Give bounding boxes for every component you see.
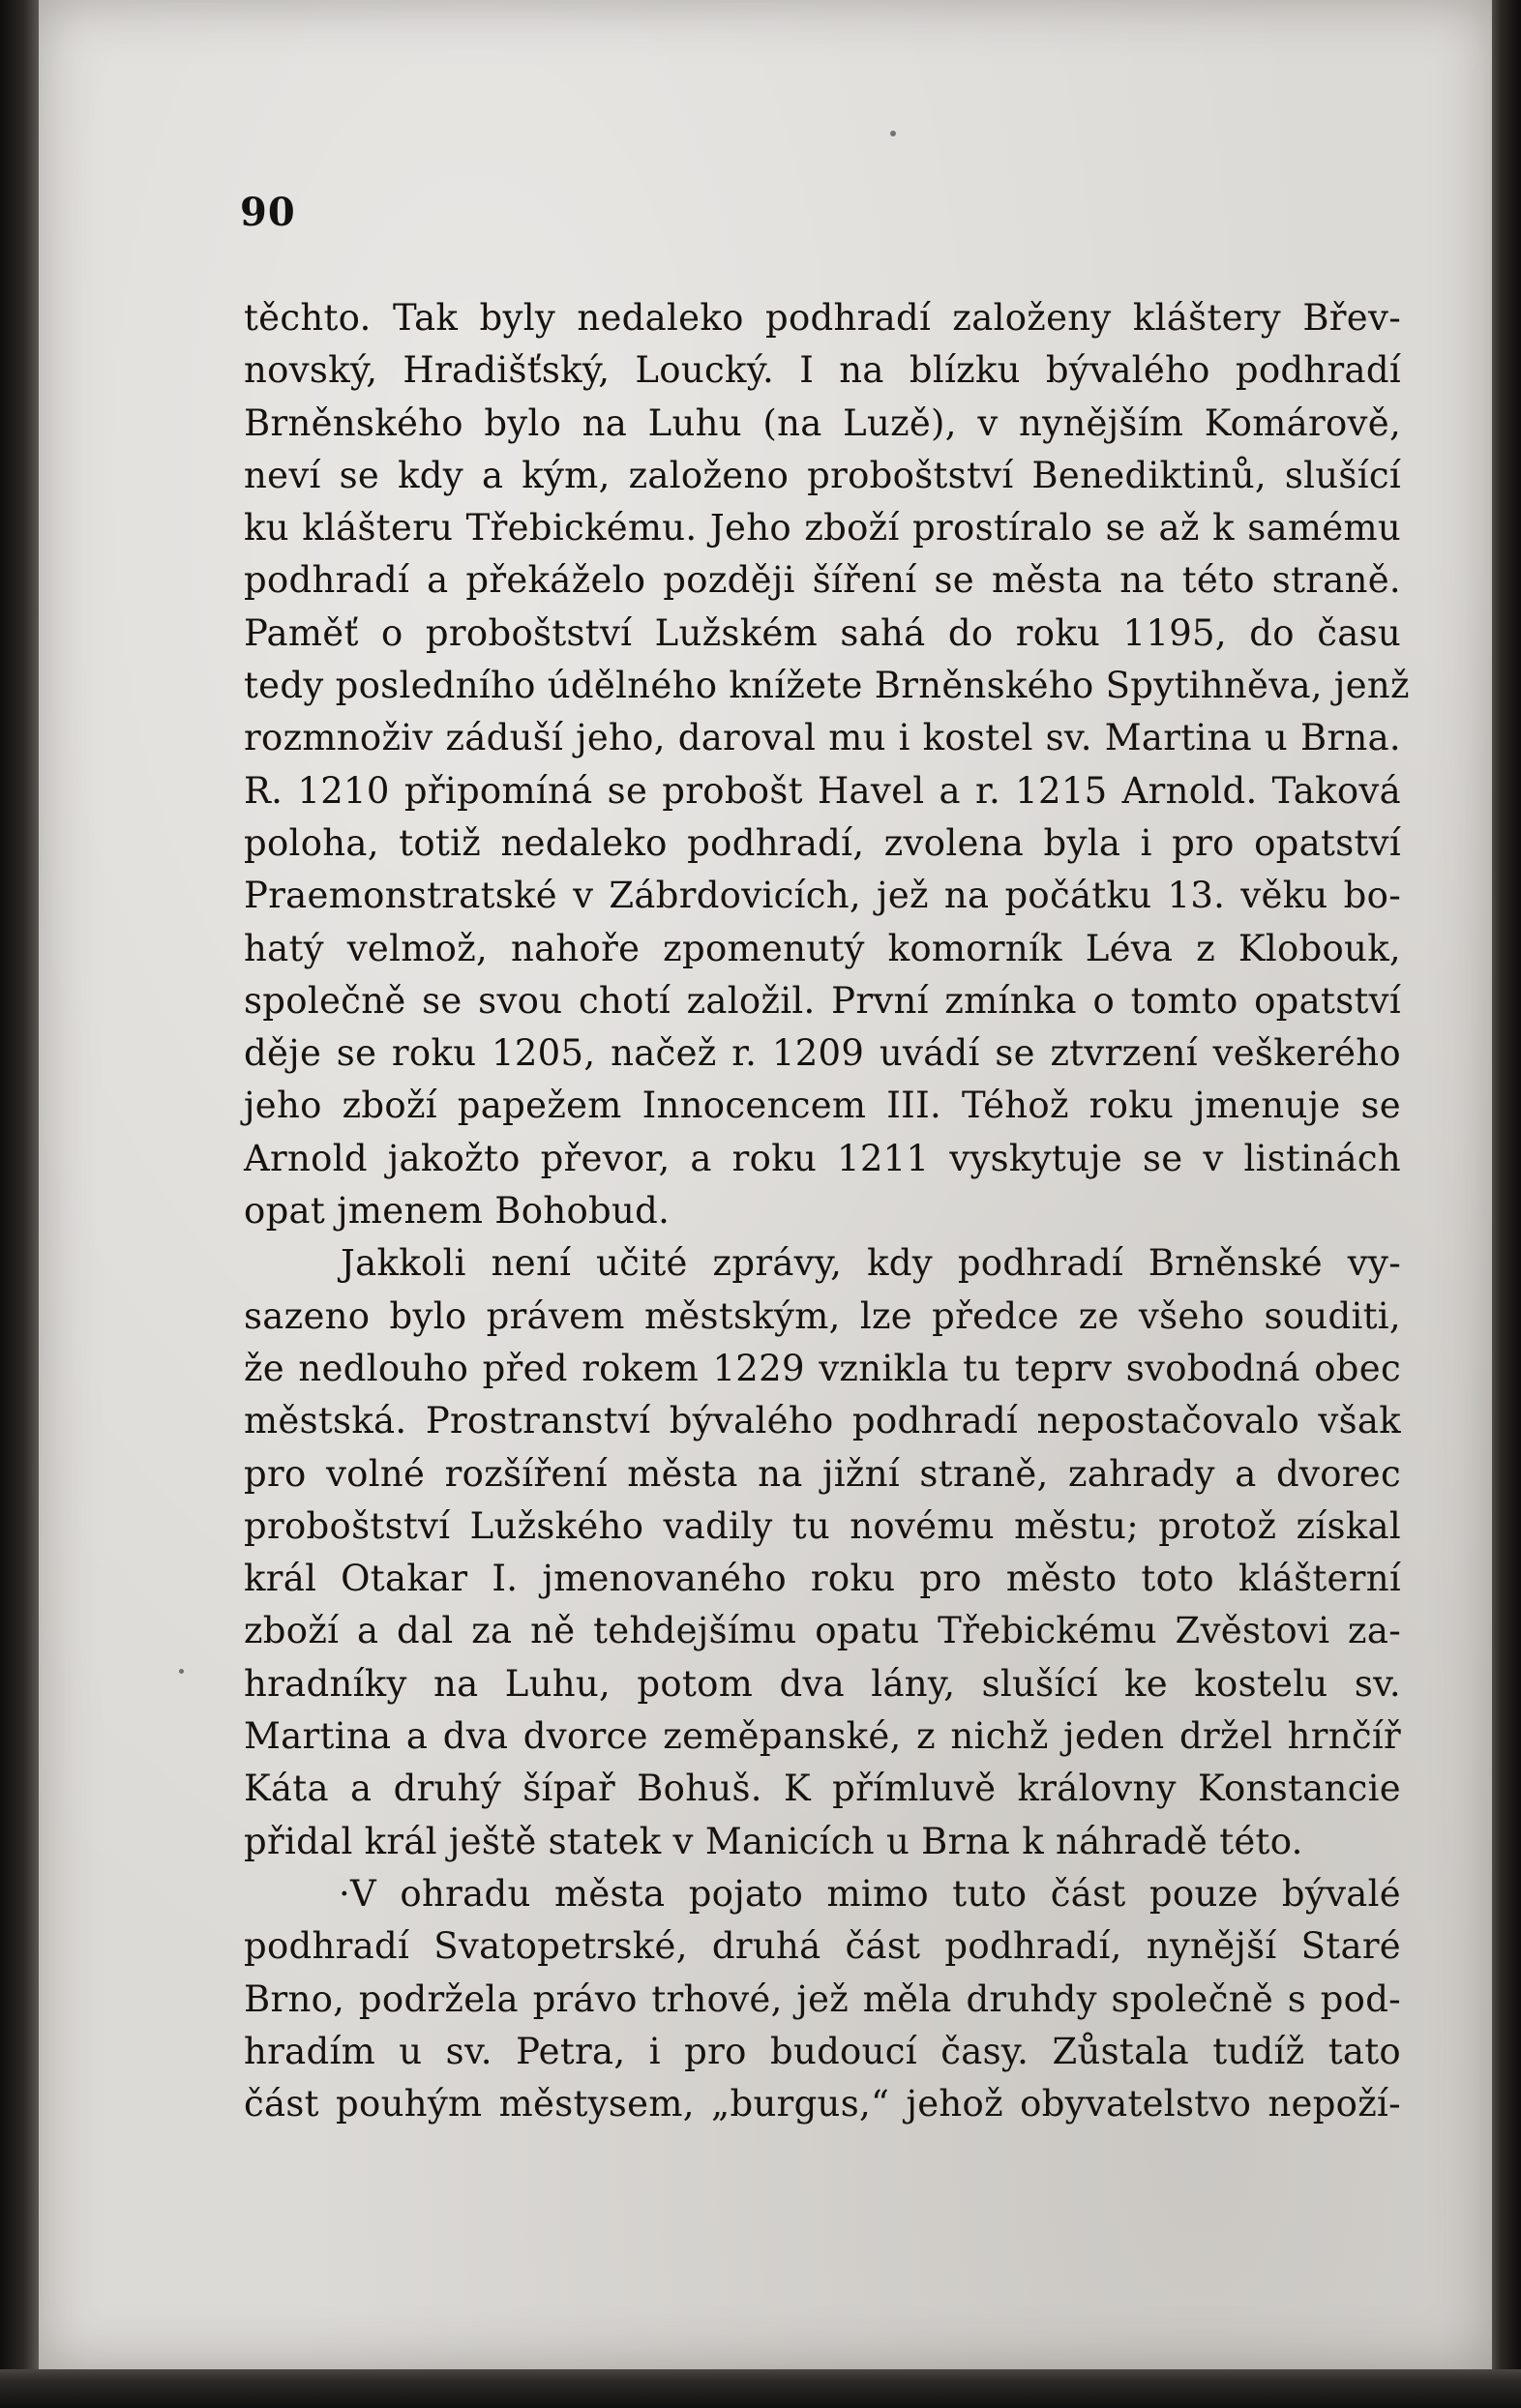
text-line: jeho zboží papežem Innocencem III. Téhož roku jmenuje se — [244, 1085, 1401, 1127]
text-line: Paměť o proboštství Lužském sahá do roku 1195, do času — [244, 611, 1401, 654]
ink-speck — [179, 1669, 184, 1674]
text-line: rozmnoživ záduší jeho, daroval mu i kostel sv. Martina u Brna. — [244, 717, 1401, 759]
text-line: pro volné rozšíření města na jižní straně, zahrady a dvorec — [244, 1452, 1401, 1495]
text-line: že nedlouho před rokem 1229 vznikla tu teprv svobodná obec — [244, 1347, 1401, 1389]
text-line: poloha, totiž nedaleko podhradí, zvolena byla i pro opatství — [244, 821, 1401, 864]
text-line: R. 1210 připomíná se probošt Havel a r. 1215 Arnold. Taková — [244, 769, 1401, 812]
text-line: sazeno bylo právem městským, lze předce ze všeho souditi, — [244, 1294, 1401, 1337]
text-line: hradím u sv. Petra, i pro budoucí časy. Zůstala tudíž tato — [244, 2030, 1401, 2072]
text-line: podhradí a překáželo později šíření se města na této straně. — [244, 559, 1401, 602]
text-line: hatý velmož, nahoře zpomenutý komorník Léva z Klobouk, — [244, 927, 1401, 969]
text-line: ·V ohradu města pojato mimo tuto část pouze bývalé — [339, 1872, 1401, 1915]
text-line: proboštství Lužského vadily tu novému městu; protož získal — [244, 1504, 1401, 1547]
text-line: tedy posledního údělného knížete Brněnského Spytihněva, jenž — [244, 665, 1410, 707]
text-line: Martina a dva dvorce zeměpanské, z nichž jeden držel hrnčíř — [244, 1715, 1401, 1758]
text-line: společně se svou chotí založil. První zmínka o tomto opatství — [244, 979, 1401, 1022]
text-line: novský, Hradišťský, Loucký. I na blízku bývalého podhradí — [244, 349, 1401, 392]
text-line: přidal král ještě statek v Manicích u Brna k náhradě této. — [244, 1820, 1303, 1862]
text-line: těchto. Tak byly nedaleko podhradí založeny kláštery Břev- — [244, 297, 1401, 339]
text-line: děje se roku 1205, načež r. 1209 uvádí se ztvrzení veškerého — [244, 1032, 1401, 1075]
text-line: ku klášteru Třebickému. Jeho zboží prostíralo se až k samému — [244, 507, 1401, 550]
text-line: podhradí Svatopetrské, druhá část podhradí, nynější Staré — [244, 1925, 1401, 1968]
text-line: Jakkoli není učité zprávy, kdy podhradí Brněnské vy- — [341, 1242, 1401, 1285]
text-line: hradníky na Luhu, potom dva lány, slušící ke kostelu sv. — [244, 1662, 1401, 1705]
book-page — [39, 0, 1492, 2369]
ink-speck — [890, 131, 896, 136]
scan-border-right — [1492, 0, 1521, 2408]
text-line: městská. Prostranství bývalého podhradí nepostačovalo však — [244, 1400, 1401, 1442]
text-line: Praemonstratské v Zábrdovicích, jež na počátku 13. věku bo- — [244, 875, 1401, 917]
text-line: Brno, podržela právo trhové, jež měla druhdy společně s pod- — [244, 1977, 1401, 2020]
body-text — [244, 292, 1410, 2130]
text-line: opat jmenem Bohobud. — [244, 1190, 671, 1233]
text-line: Brněnského bylo na Luhu (na Luzě), v nynějším Komárově, — [244, 401, 1401, 444]
text-line: Arnold jakožto převor, a roku 1211 vyskytuje se v listinách — [244, 1137, 1401, 1179]
text-line: král Otakar I. jmenovaného roku pro město toto klášterní — [244, 1558, 1401, 1600]
page-number: 90 — [240, 190, 296, 235]
text-line: část pouhým městysem, „burgus,“ jehož obyvatelstvo nepoží- — [244, 2083, 1401, 2126]
scan-border-left — [0, 0, 39, 2408]
text-line: neví se kdy a kým, založeno proboštství Benediktinů, slušící — [244, 454, 1401, 496]
scan-border-bottom — [0, 2369, 1521, 2408]
text-line: zboží a dal za ně tehdejšímu opatu Třebickému Zvěstovi za- — [244, 1610, 1401, 1652]
text-line: Káta a druhý šípař Bohuš. K přímluvě královny Konstancie — [244, 1768, 1401, 1810]
